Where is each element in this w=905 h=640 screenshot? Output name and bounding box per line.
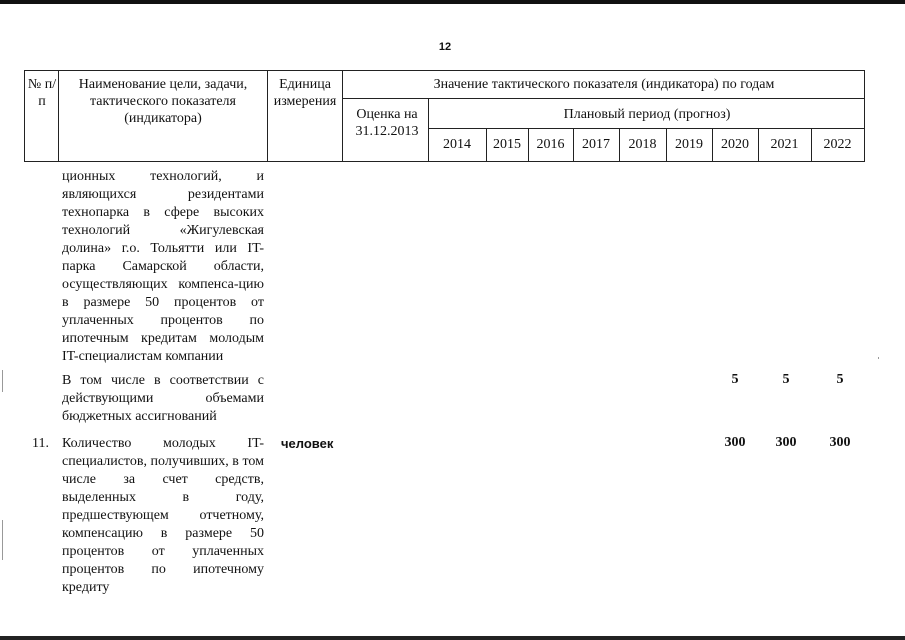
scan-mark	[2, 520, 3, 560]
table-header	[24, 70, 865, 162]
continuation-text: ционных технологий, и являющихся резидентами технопарка в сфере высоких технологий «Жигулевская долина» г.о. Тольятти или IT-парка Самарской области, осуществляющих компенса-цию в размере 50 процентов от уплаченных процентов по ипотечным кредитам молодым IT-специалистам компании	[62, 169, 264, 364]
scan-mark	[878, 357, 879, 359]
subrow-value-2022: 5	[836, 372, 844, 387]
item-11-text: Количество молодых IT-специалистов, получивших, в том числе за счет средств, выделенных в году, предшествующем отчетному, компенсацию в размере 50 процентов от уплаченных процентов по ипотечному кредиту	[62, 436, 264, 595]
subrow-value-2020: 5	[731, 372, 739, 387]
year-2014: 2014	[443, 137, 471, 152]
subrow-value-2021: 5	[782, 372, 790, 387]
bottom-border	[0, 636, 905, 640]
item-11-number: 11.	[32, 436, 49, 451]
subrow-text: В том числе в соответствии с действующими объемами бюджетных ассигнований	[62, 373, 264, 424]
header-number: № п/п	[27, 77, 57, 109]
year-2017: 2017	[582, 137, 610, 152]
header-unit: Единица измерения	[273, 77, 337, 109]
header-plan: Плановый период (прогноз)	[563, 107, 731, 122]
scan-mark	[2, 370, 3, 392]
item-11-unit: человек	[281, 436, 334, 451]
year-2022: 2022	[823, 137, 852, 152]
year-2015: 2015	[493, 137, 521, 152]
item-11-value-2022: 300	[829, 435, 851, 450]
header-values: Значение тактического показателя (индикатора) по годам	[433, 77, 775, 92]
header-estimate: Оценка на 31.12.2013	[355, 107, 419, 139]
item-11-value-2021: 300	[775, 435, 797, 450]
top-border	[0, 0, 905, 4]
year-2018: 2018	[628, 137, 657, 152]
header-name: Наименование цели, задачи, тактического показателя (индикатора)	[78, 77, 248, 126]
item-11-value-2020: 300	[724, 435, 746, 450]
year-2019: 2019	[675, 137, 703, 152]
year-2016: 2016	[536, 137, 565, 152]
year-2020: 2020	[721, 137, 749, 152]
year-2021: 2021	[770, 137, 799, 152]
page-number: 12	[438, 41, 452, 53]
